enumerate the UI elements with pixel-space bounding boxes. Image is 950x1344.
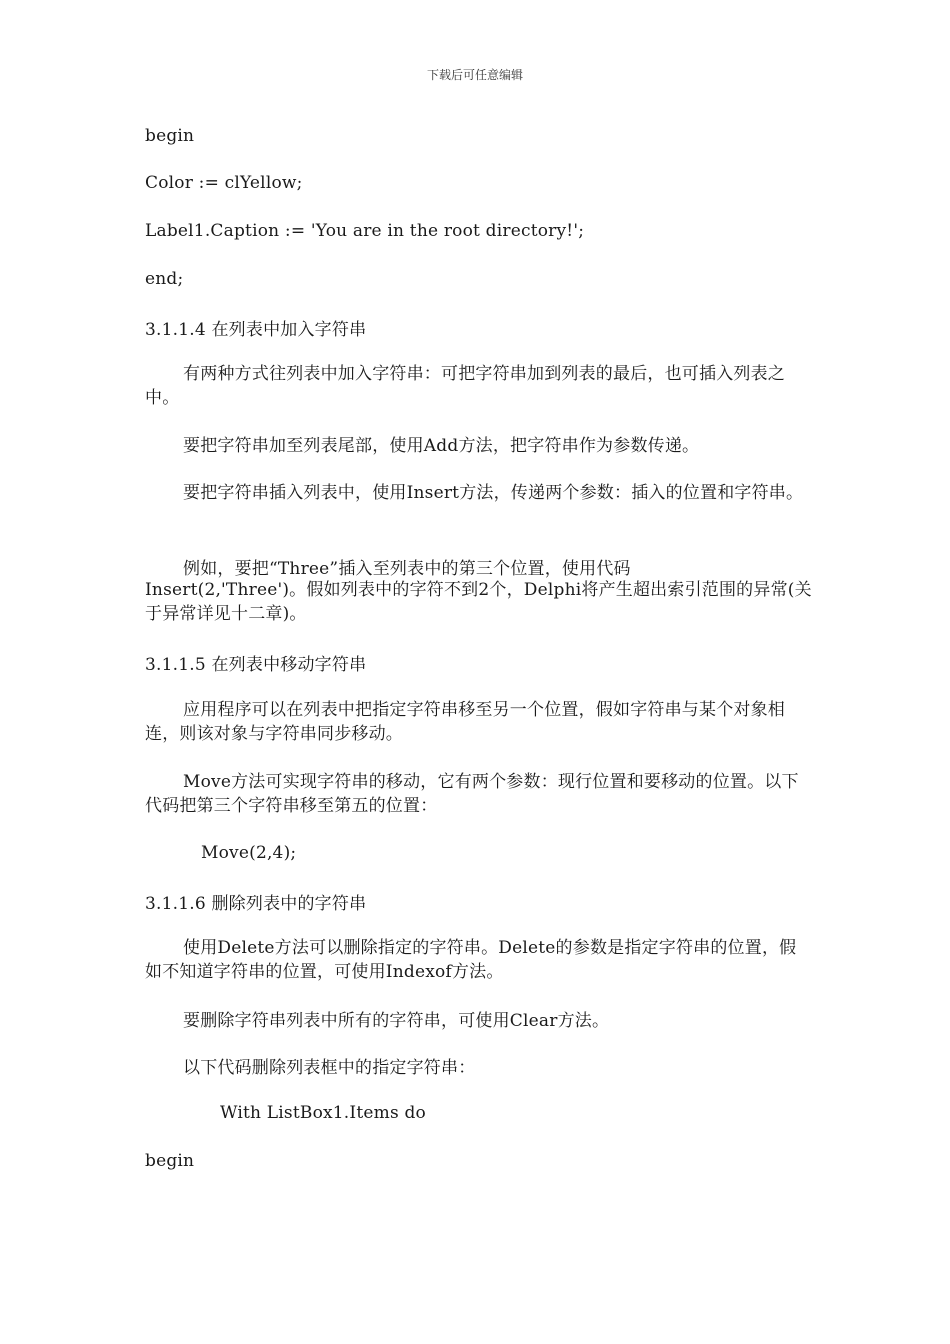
section-heading-3-1-1-6: 3.1.1.6 删除列表中的字符串 bbox=[145, 894, 367, 914]
code-label-caption: Label1.Caption := 'You are in the root directory!'; bbox=[145, 221, 585, 241]
code-end: end; bbox=[145, 269, 184, 289]
code-begin: begin bbox=[145, 126, 195, 146]
paragraph-two-ways: 有两种方式往列表中加入字符串：可把字符串加到列表的最后，也可插入列表之中。 bbox=[145, 364, 785, 408]
paragraph-add-method: 要把字符串加至列表尾部，使用Add方法，把字符串作为参数传递。 bbox=[183, 436, 700, 456]
section-heading-3-1-1-4: 3.1.1.4 在列表中加入字符串 bbox=[145, 320, 367, 340]
paragraph-move-intro: 应用程序可以在列表中把指定字符串移至另一个位置，假如字符串与某个对象相连，则该对象与字符串同步移动。 bbox=[145, 700, 785, 744]
page-header: 下载后可任意编辑 bbox=[426, 68, 523, 82]
paragraph-move-method: Move方法可实现字符串的移动，它有两个参数：现行位置和要移动的位置。以下代码把第三个字符串移至第五的位置： bbox=[145, 772, 799, 816]
code-begin-2: begin bbox=[145, 1151, 195, 1171]
code-move: Move(2,4); bbox=[201, 843, 297, 863]
section-heading-3-1-1-5: 3.1.1.5 在列表中移动字符串 bbox=[145, 655, 367, 675]
paragraph-example-rest: Insert(2,'Three')。假如列表中的字符不到2个，Delphi将产生超出索引范围的异常(关于异常详见十二章)。 bbox=[145, 580, 812, 624]
paragraph-clear-method: 要删除字符串列表中所有的字符串，可使用Clear方法。 bbox=[183, 1011, 610, 1031]
code-with-listbox: With ListBox1.Items do bbox=[220, 1103, 426, 1123]
code-color-assignment: Color := clYellow; bbox=[145, 173, 303, 193]
paragraph-delete-method: 使用Delete方法可以删除指定的字符串。Delete的参数是指定字符串的位置，假如不知道字符串的位置，可使用Indexof方法。 bbox=[145, 938, 797, 982]
paragraph-example-line1: 例如，要把“Three”插入至列表中的第三个位置，使用代码 bbox=[183, 559, 631, 579]
paragraph-insert-method: 要把字符串插入列表中，使用Insert方法，传递两个参数：插入的位置和字符串。 bbox=[183, 483, 804, 503]
paragraph-code-intro: 以下代码删除列表框中的指定字符串： bbox=[183, 1058, 476, 1078]
